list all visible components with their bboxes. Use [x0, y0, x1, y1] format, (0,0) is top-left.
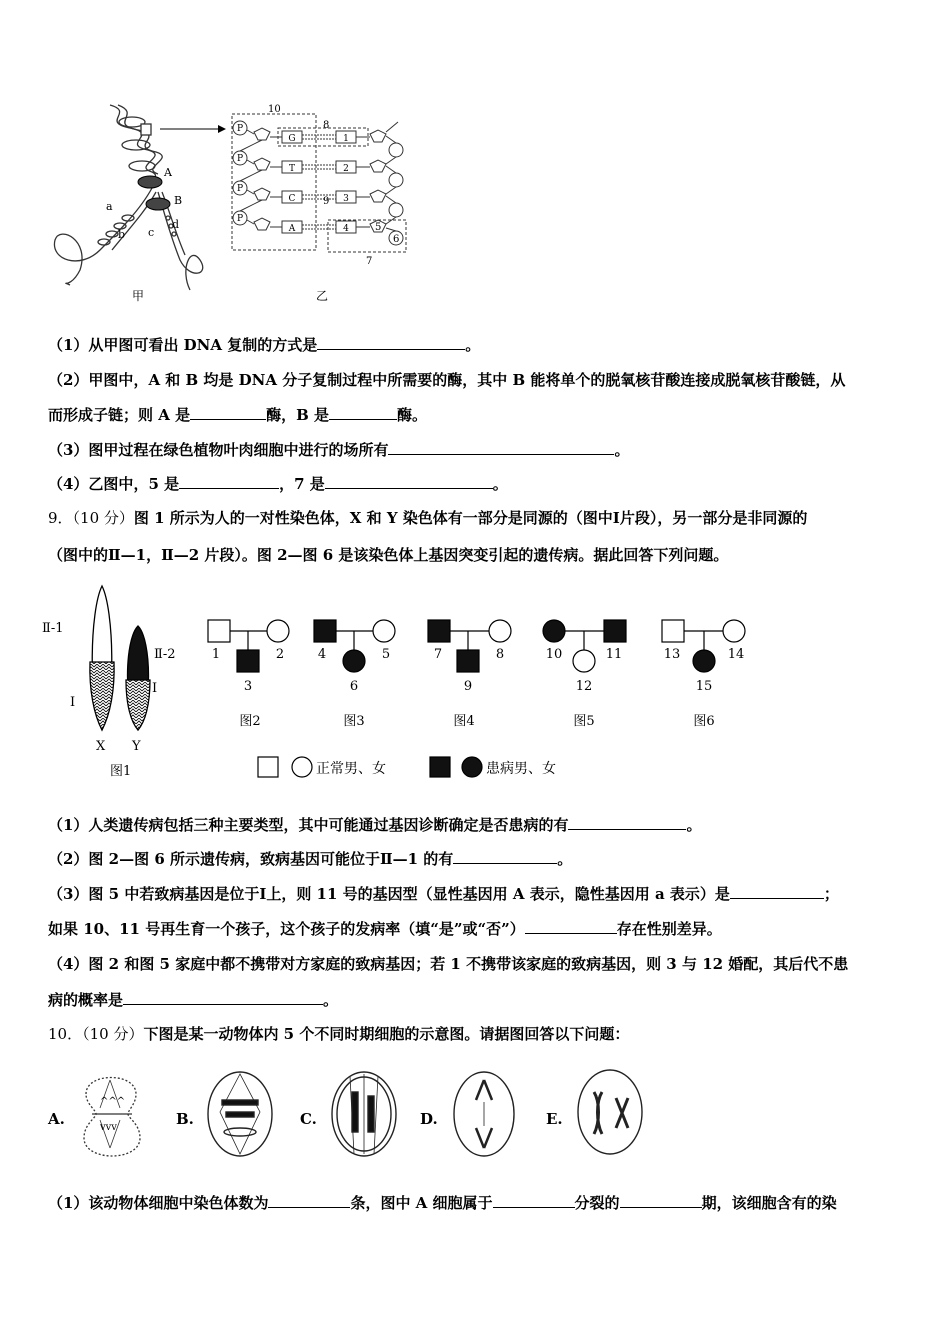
legend-affected-female [462, 757, 482, 777]
label-b-lower: b [118, 228, 126, 241]
option-d-label: D. [420, 1110, 438, 1128]
ped2-id-1: 1 [211, 647, 221, 662]
pedigree-2 [208, 620, 289, 672]
legend-normal-male [258, 757, 278, 777]
ped2-id-3: 3 [243, 679, 253, 694]
label-c: c [148, 226, 155, 239]
dna-replication-figure [40, 100, 440, 310]
pedigree-figure-right [520, 580, 760, 740]
blank[interactable] [317, 335, 465, 350]
num-5: 5 [375, 222, 382, 233]
p-label-4: P [236, 214, 244, 224]
blank[interactable] [525, 919, 617, 934]
svg-text:^^^: ^^^ [100, 1096, 126, 1107]
ped6-caption: 图6 [693, 714, 715, 729]
blank[interactable] [190, 405, 266, 420]
cell-e [578, 1070, 642, 1154]
label-x: X [96, 739, 106, 754]
ped3-id-6: 6 [349, 679, 359, 694]
ped3-caption: 图3 [343, 714, 365, 729]
option-e-label: E. [546, 1110, 563, 1128]
base-1: 1 [343, 134, 349, 144]
q9-part3-line2: 如果 10、11 号再生育一个孩子，这个孩子的发病率（填“是”或“否”） 存在性别差异。 [48, 920, 722, 938]
q8-part2-line2: 而形成子链；则 A 是 酶，B 是 酶。 [48, 406, 428, 424]
p-label-3: P [236, 184, 244, 194]
q9-intro-line2: （图中的Ⅱ—1，Ⅱ—2 片段）。图 2—图 6 是该染色体上基因突变引起的遗传病。据此回答下列问题。 [48, 546, 729, 564]
arrow-head [218, 125, 226, 133]
ped6-id-15: 15 [695, 679, 713, 694]
label-i-x: Ⅰ [70, 695, 76, 710]
ped3-id-4: 4 [317, 647, 327, 662]
label-ii-2: Ⅱ-2 [154, 647, 176, 662]
box-10 [232, 114, 316, 250]
enzyme-b [146, 198, 170, 210]
option-a-label: A. [48, 1110, 65, 1128]
ped4-caption: 图4 [453, 714, 475, 729]
question-number: 9．（10 分） [48, 509, 134, 527]
blank[interactable] [493, 1193, 575, 1208]
label-b-upper: B [174, 194, 183, 207]
blank[interactable] [568, 815, 686, 830]
ped4-id-9: 9 [463, 679, 473, 694]
fig1-caption: 图1 [110, 764, 132, 779]
pedigree-figure [40, 580, 600, 790]
label-a-upper: A [164, 166, 172, 179]
figure-label-jia: 甲 [132, 289, 145, 303]
base-c: C [288, 194, 296, 204]
num-6: 6 [393, 234, 400, 245]
fig1-x-chromosome [90, 586, 114, 730]
p-label-1: P [236, 124, 244, 134]
label-d: d [172, 218, 180, 231]
cell-d [454, 1072, 514, 1156]
blank[interactable] [730, 884, 824, 899]
cell-b [208, 1072, 272, 1156]
legend-normal-text: 正常男、女 [316, 761, 386, 777]
ped2-caption: 图2 [239, 714, 261, 729]
option-b-label: B. [176, 1110, 194, 1128]
blank[interactable] [388, 440, 614, 455]
pedigree-6 [662, 620, 745, 672]
q9-part4-line2: 病的概率是 。 [48, 991, 339, 1009]
q9-part1: （1）人类遗传病包括三种主要类型，其中可能通过基因诊断确定是否患病的有 。 [48, 816, 702, 834]
blank[interactable] [329, 405, 397, 420]
cell-c [332, 1072, 396, 1156]
legend-affected-male [430, 757, 450, 777]
num-10: 10 [268, 104, 281, 115]
legend-normal-female [292, 757, 312, 777]
blank[interactable] [268, 1193, 350, 1208]
base-t: T [288, 164, 296, 174]
svg-text:vvv: vvv [100, 1122, 117, 1133]
pedigree-3 [314, 620, 395, 672]
ped2-id-2: 2 [275, 647, 285, 662]
label-y: Y [132, 739, 141, 754]
q10-intro: 10．（10 分）下图是某一动物体内 5 个不同时期细胞的示意图。请据图回答以下问题： [48, 1025, 630, 1043]
ped6-id-13: 13 [663, 647, 681, 662]
pedigree-4 [428, 620, 511, 672]
base-g: G [288, 134, 296, 144]
blank[interactable] [620, 1193, 702, 1208]
enzyme-a [138, 176, 162, 188]
ped5-id-12: 12 [575, 679, 593, 694]
ped5-id-10: 10 [545, 647, 563, 662]
blank[interactable] [325, 474, 493, 489]
question-number: 10．（10 分） [48, 1025, 144, 1043]
q10-part1: （1）该动物体细胞中染色体数为 条，图中 A 细胞属于 分裂的 期，该细胞含有的染 [48, 1194, 837, 1212]
base-2: 2 [343, 164, 349, 174]
cell-diagrams [70, 1062, 670, 1172]
blank[interactable] [179, 474, 279, 489]
legend-affected-text: 患病男、女 [486, 761, 556, 777]
base-3: 3 [343, 194, 349, 204]
p-label-2: P [236, 154, 244, 164]
ped6-id-14: 14 [727, 647, 745, 662]
q8-part1: （1）从甲图可看出 DNA 复制的方式是 。 [48, 336, 481, 354]
base-a: A [288, 224, 296, 234]
q8-part2-line1: （2）甲图中，A 和 B 均是 DNA 分子复制过程中所需要的酶，其中 B 能将单个的脱氧核苷酸连接成脱氧核苷酸链，从 [48, 371, 846, 389]
figure-label-yi: 乙 [316, 289, 329, 303]
cell-a [84, 1078, 140, 1157]
q8-part4: （4）乙图中，5 是 ，7 是 。 [48, 475, 508, 493]
q9-part2: （2）图 2—图 6 所示遗传病，致病基因可能位于Ⅱ—1 的有 。 [48, 850, 573, 868]
option-c-label: C. [300, 1110, 317, 1128]
num-9: 9 [323, 196, 330, 207]
q9-part4-line1: （4）图 2 和图 5 家庭中都不携带对方家庭的致病基因；若 1 不携带该家庭的致病基因，则 3 与 12 婚配，其后代不患 [48, 955, 849, 973]
label-i-y: Ⅰ [152, 681, 158, 696]
q9-intro-line1: 9．（10 分）图 1 所示为人的一对性染色体，X 和 Y 染色体有一部分是同源的（图中Ⅰ片段），另一部分是非同源的 [48, 509, 808, 527]
pedigree-5 [543, 620, 626, 672]
ped3-id-5: 5 [381, 647, 391, 662]
blank[interactable] [453, 849, 557, 864]
label-ii-1: Ⅱ-1 [42, 621, 64, 636]
ped5-caption: 图5 [573, 714, 595, 729]
ped4-id-7: 7 [433, 647, 443, 662]
label-a-lower: a [106, 200, 113, 213]
ped4-id-8: 8 [495, 647, 505, 662]
base-4: 4 [343, 224, 349, 234]
ped5-id-11: 11 [605, 647, 623, 662]
q8-part3: （3）图甲过程在绿色植物叶肉细胞中进行的场所有 。 [48, 441, 630, 459]
num-8: 8 [323, 120, 330, 131]
fig1-y-chromosome [126, 626, 150, 730]
num-7: 7 [366, 256, 373, 267]
blank[interactable] [123, 990, 323, 1005]
q9-part3-line1: （3）图 5 中若致病基因是位于Ⅰ上，则 11 号的基因型（显性基因用 A 表示，隐性基因用 a 表示）是 ； [48, 885, 839, 903]
